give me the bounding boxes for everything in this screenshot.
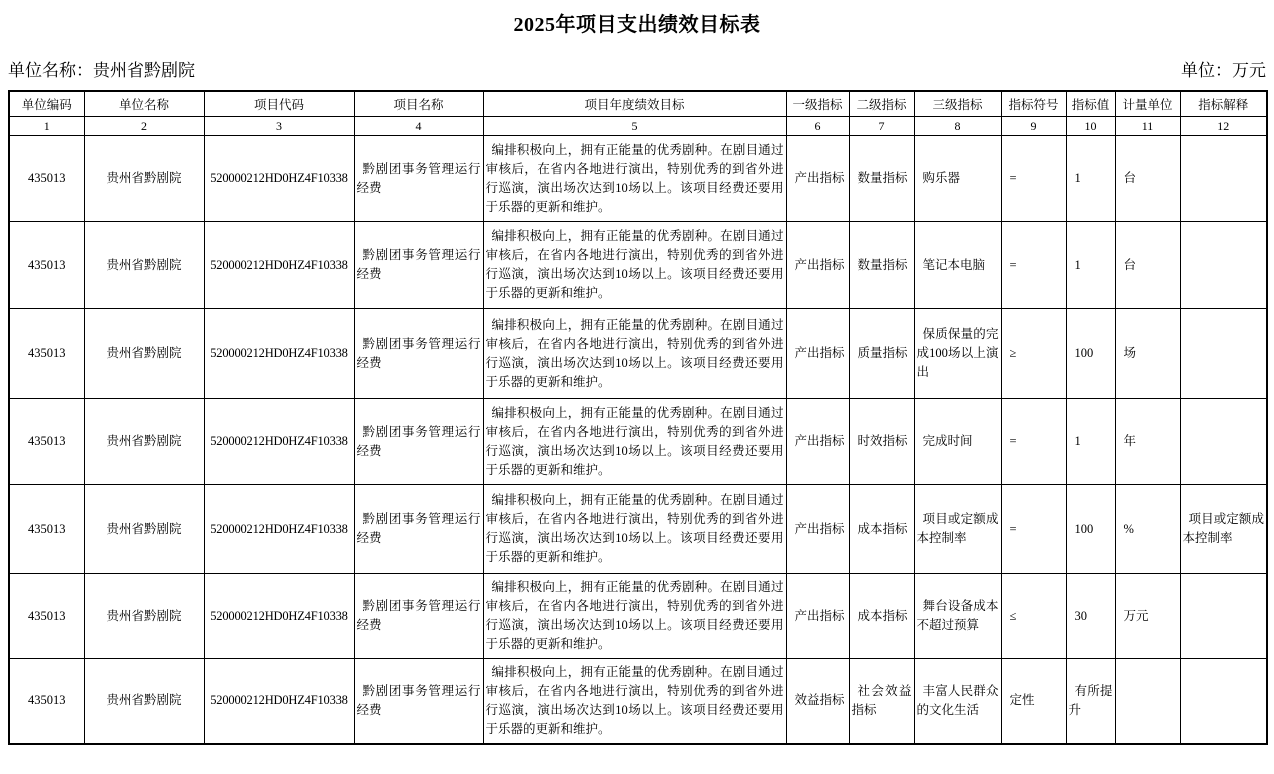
cell-level3: 笔记本电脑 (914, 222, 1001, 309)
cell-project-code: 520000212HD0HZ4F10338 (204, 659, 354, 744)
cell-level1: 产出指标 (786, 399, 849, 485)
cell-explanation: 项目或定额成本控制率 (1180, 485, 1267, 574)
page-title: 2025年项目支出绩效目标表 (513, 14, 761, 36)
cell-unit-code: 435013 (9, 136, 84, 222)
cell-unit-name: 贵州省黔剧院 (84, 399, 204, 485)
meta-line (8, 60, 1266, 81)
cell-unit-name: 贵州省黔剧院 (84, 659, 204, 744)
cell-value: 100 (1066, 309, 1115, 399)
header-measure-unit: 计量单位 (1115, 91, 1180, 117)
cell-level1: 产出指标 (786, 222, 849, 309)
cell-level2: 社会效益指标 (849, 659, 914, 744)
cell-level1: 产出指标 (786, 136, 849, 222)
cell-project-code: 520000212HD0HZ4F10338 (204, 136, 354, 222)
cell-unit: 台 (1115, 136, 1180, 222)
cell-annual-goal: 编排积极向上，拥有正能量的优秀剧种。在剧目通过审核后，在省内各地进行演出，特别优秀的到省外进行巡演，演出场次达到10场以上。该项目经费还要用于乐器的更新和维护。 (483, 399, 786, 485)
currency-unit-label: 单位：万元 (1181, 61, 1266, 80)
cell-explanation (1180, 222, 1267, 309)
cell-symbol: = (1001, 136, 1066, 222)
cell-unit-code: 435013 (9, 309, 84, 399)
table-row (9, 659, 1267, 744)
cell-explanation (1180, 399, 1267, 485)
table-row (9, 574, 1267, 659)
cell-level3: 丰富人民群众的文化生活 (914, 659, 1001, 744)
cell-unit-code: 435013 (9, 574, 84, 659)
cell-unit (1115, 659, 1180, 744)
cell-value: 有所提升 (1066, 659, 1115, 744)
cell-level3: 保质保量的完成100场以上演出 (914, 309, 1001, 399)
cell-annual-goal: 编排积极向上，拥有正能量的优秀剧种。在剧目通过审核后，在省内各地进行演出，特别优秀的到省外进行巡演，演出场次达到10场以上。该项目经费还要用于乐器的更新和维护。 (483, 136, 786, 222)
cell-level3: 项目或定额成本控制率 (914, 485, 1001, 574)
cell-unit-name: 贵州省黔剧院 (84, 574, 204, 659)
column-number: 6 (786, 117, 849, 136)
cell-project-name: 黔剧团事务管理运行经费 (354, 399, 483, 485)
cell-level3: 舞台设备成本不超过预算 (914, 574, 1001, 659)
cell-unit-code: 435013 (9, 399, 84, 485)
column-number: 7 (849, 117, 914, 136)
cell-project-code: 520000212HD0HZ4F10338 (204, 574, 354, 659)
cell-annual-goal: 编排积极向上，拥有正能量的优秀剧种。在剧目通过审核后，在省内各地进行演出，特别优秀的到省外进行巡演，演出场次达到10场以上。该项目经费还要用于乐器的更新和维护。 (483, 659, 786, 744)
cell-level1: 产出指标 (786, 574, 849, 659)
header-unit-name: 单位名称 (84, 91, 204, 117)
cell-project-name: 黔剧团事务管理运行经费 (354, 659, 483, 744)
cell-project-name: 黔剧团事务管理运行经费 (354, 136, 483, 222)
cell-project-code: 520000212HD0HZ4F10338 (204, 222, 354, 309)
header-indicator-symbol: 指标符号 (1001, 91, 1066, 117)
cell-level3: 购乐器 (914, 136, 1001, 222)
cell-project-name: 黔剧团事务管理运行经费 (354, 485, 483, 574)
cell-level2: 成本指标 (849, 574, 914, 659)
header-indicator-value: 指标值 (1066, 91, 1115, 117)
cell-symbol: = (1001, 222, 1066, 309)
column-number: 10 (1066, 117, 1115, 136)
cell-project-name: 黔剧团事务管理运行经费 (354, 222, 483, 309)
header-annual-goal: 项目年度绩效目标 (483, 91, 786, 117)
cell-symbol: = (1001, 399, 1066, 485)
table-row (9, 485, 1267, 574)
cell-unit-code: 435013 (9, 659, 84, 744)
cell-unit-name: 贵州省黔剧院 (84, 222, 204, 309)
cell-level2: 数量指标 (849, 136, 914, 222)
column-number: 1 (9, 117, 84, 136)
cell-project-code: 520000212HD0HZ4F10338 (204, 399, 354, 485)
header-level3-indicator: 三级指标 (914, 91, 1001, 117)
header-project-code: 项目代码 (204, 91, 354, 117)
table-header (9, 91, 1267, 136)
cell-value: 1 (1066, 222, 1115, 309)
column-number: 8 (914, 117, 1001, 136)
cell-explanation (1180, 659, 1267, 744)
cell-project-name: 黔剧团事务管理运行经费 (354, 309, 483, 399)
cell-unit: 台 (1115, 222, 1180, 309)
cell-explanation (1180, 136, 1267, 222)
cell-level2: 质量指标 (849, 309, 914, 399)
cell-unit: 万元 (1115, 574, 1180, 659)
table-row (9, 309, 1267, 399)
header-project-name: 项目名称 (354, 91, 483, 117)
cell-level2: 时效指标 (849, 399, 914, 485)
cell-annual-goal: 编排积极向上，拥有正能量的优秀剧种。在剧目通过审核后，在省内各地进行演出，特别优秀的到省外进行巡演，演出场次达到10场以上。该项目经费还要用于乐器的更新和维护。 (483, 222, 786, 309)
cell-value: 100 (1066, 485, 1115, 574)
cell-level1: 效益指标 (786, 659, 849, 744)
header-level1-indicator: 一级指标 (786, 91, 849, 117)
cell-symbol: ≤ (1001, 574, 1066, 659)
cell-level1: 产出指标 (786, 309, 849, 399)
cell-annual-goal: 编排积极向上，拥有正能量的优秀剧种。在剧目通过审核后，在省内各地进行演出，特别优秀的到省外进行巡演，演出场次达到10场以上。该项目经费还要用于乐器的更新和维护。 (483, 309, 786, 399)
column-number: 11 (1115, 117, 1180, 136)
cell-symbol: ≥ (1001, 309, 1066, 399)
column-number: 4 (354, 117, 483, 136)
cell-value: 30 (1066, 574, 1115, 659)
cell-unit: % (1115, 485, 1180, 574)
cell-unit-code: 435013 (9, 222, 84, 309)
cell-project-code: 520000212HD0HZ4F10338 (204, 485, 354, 574)
cell-unit-name: 贵州省黔剧院 (84, 485, 204, 574)
cell-symbol: = (1001, 485, 1066, 574)
header-row (9, 91, 1267, 117)
cell-level3: 完成时间 (914, 399, 1001, 485)
cell-symbol: 定性 (1001, 659, 1066, 744)
column-number: 9 (1001, 117, 1066, 136)
cell-unit: 年 (1115, 399, 1180, 485)
table-row (9, 136, 1267, 222)
cell-explanation (1180, 309, 1267, 399)
column-number: 5 (483, 117, 786, 136)
column-number: 2 (84, 117, 204, 136)
cell-level1: 产出指标 (786, 485, 849, 574)
cell-annual-goal: 编排积极向上，拥有正能量的优秀剧种。在剧目通过审核后，在省内各地进行演出，特别优秀的到省外进行巡演，演出场次达到10场以上。该项目经费还要用于乐器的更新和维护。 (483, 485, 786, 574)
cell-unit-name: 贵州省黔剧院 (84, 309, 204, 399)
cell-unit-code: 435013 (9, 485, 84, 574)
performance-target-table (8, 90, 1268, 745)
cell-project-name: 黔剧团事务管理运行经费 (354, 574, 483, 659)
table-row (9, 222, 1267, 309)
table-body (9, 136, 1267, 744)
cell-annual-goal: 编排积极向上，拥有正能量的优秀剧种。在剧目通过审核后，在省内各地进行演出，特别优秀的到省外进行巡演，演出场次达到10场以上。该项目经费还要用于乐器的更新和维护。 (483, 574, 786, 659)
cell-explanation (1180, 574, 1267, 659)
cell-value: 1 (1066, 399, 1115, 485)
header-level2-indicator: 二级指标 (849, 91, 914, 117)
cell-level2: 数量指标 (849, 222, 914, 309)
unit-name-label: 单位名称：贵州省黔剧院 (8, 61, 195, 80)
cell-unit-name: 贵州省黔剧院 (84, 136, 204, 222)
header-unit-code: 单位编码 (9, 91, 84, 117)
cell-level2: 成本指标 (849, 485, 914, 574)
cell-project-code: 520000212HD0HZ4F10338 (204, 309, 354, 399)
header-indicator-explanation: 指标解释 (1180, 91, 1267, 117)
table-row (9, 399, 1267, 485)
column-number: 12 (1180, 117, 1267, 136)
cell-unit: 场 (1115, 309, 1180, 399)
cell-value: 1 (1066, 136, 1115, 222)
column-number-row (9, 117, 1267, 136)
column-number: 3 (204, 117, 354, 136)
